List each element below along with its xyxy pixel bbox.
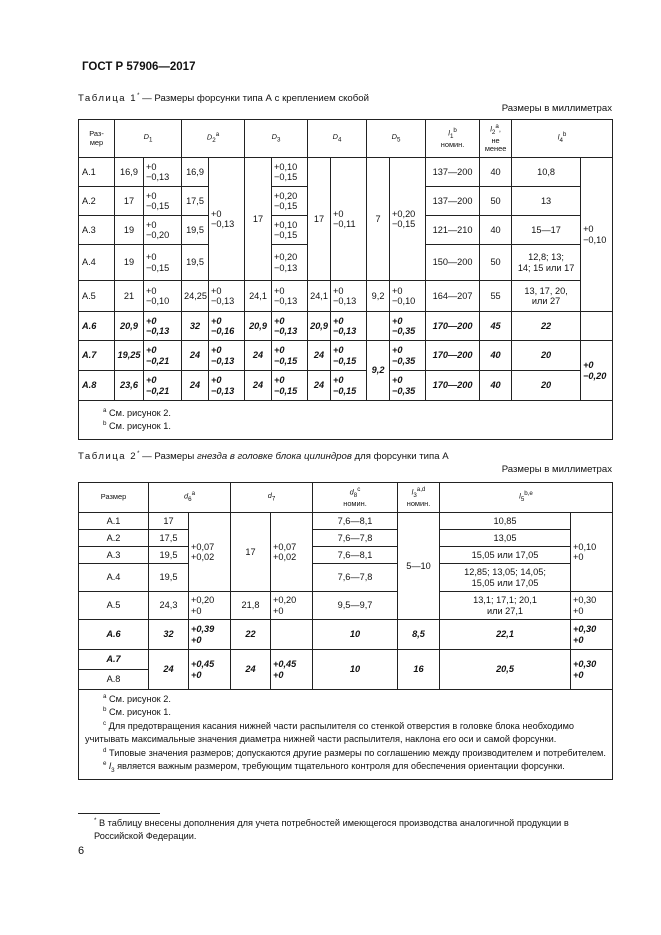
table2-header-row (79, 483, 613, 513)
col-header-size: Размер (79, 483, 149, 513)
col-header-l1: $l_1^b$ номин. (426, 120, 480, 158)
table-row: A.2 17,5 7,6—7,8 13,05 (79, 530, 613, 547)
table-row: A.2 17 +0 −0,15 17,5 +0,20 −0,15 137—200 50 13 (79, 187, 613, 216)
table2-note-e: $^e$ $l_3$ является важным размером, требующим тщательного контроля для обеспечения ориентации форсунки. (103, 759, 565, 774)
table1-caption-label: Таблица 1 (78, 93, 138, 105)
table-row: A.1 17 +0,07 +0,02 17 +0,07 +0,02 7,6—8,1 5—10 10,85 +0,10 +0 (79, 513, 613, 530)
table-row: A.3 19,5 7,6—8,1 15,05 или 17,05 (79, 547, 613, 564)
table-row: A.7 19,25 +0 −0,21 24 +0 −0,13 24 +0 −0,15 24 +0 −0,15 9,2 +0 −0,35 170—200 40 20 +0 −0,20 (79, 341, 613, 371)
table1 (78, 119, 613, 440)
col-header-d3: $D_3$ (245, 120, 308, 158)
table2-note-c: $^c$ Для предотвращения касания нижней части распылителя со стенкой отверстия в головке блока необходимо учитывать максимальные значения диаметра нижней части распылителя, наклона его оси и самой форсунки. (85, 719, 575, 745)
table2-caption-italic: гнезда в головке блока цилиндров (196, 451, 352, 463)
table1-units: Размеры в миллиметрах (501, 103, 612, 114)
table1-caption-mark: * (137, 93, 140, 99)
col-header-size: Раз- мер (79, 120, 115, 158)
col-header-d1: $D_1$ (115, 120, 182, 158)
col-header-d8: $d_8^c$ номин. (313, 483, 398, 513)
table1-note-b: $^b$ См. рисунок 1. (103, 420, 171, 432)
table-row: A.5 24,3 +0,20 +0 21,8 +0,20 +0 9,5—9,7 13,1; 17,1; 20,1 или 27,1 +0,30 +0 (79, 592, 613, 620)
table-row: A.4 19,5 7,6—7,8 12,85; 13,05; 14,05; 15,05 или 17,05 (79, 564, 613, 592)
col-header-d7: $d_7$ (231, 483, 313, 513)
table-row: A.8 (79, 670, 613, 690)
table-row: A.1 16,9 +0 −0,13 16,9 +0 −0,13 17 +0,10 −0,15 17 +0 −0,11 7 +0,20 −0,15 137—200 40 10,8 +0 −0,10 (79, 158, 613, 187)
table2-caption-mark: * (137, 451, 140, 457)
table-row: A.7 24 +0,45 +0 24 +0,45 +0 10 16 20,5 +0,30 +0 (79, 650, 613, 670)
table-row: A.8 23,6 +0 −0,21 24 +0 −0,13 24 +0 −0,15 24 +0 −0,15 +0 −0,35 170—200 40 20 (79, 371, 613, 401)
col-header-d4: $D_4$ (308, 120, 367, 158)
col-header-l4: $l_4^b$ (512, 120, 613, 158)
col-header-l3: $l_3^{a,d}$ номин. (398, 483, 440, 513)
table1-header-row (79, 120, 613, 158)
standard-designation: ГОСТ Р 57906—2017 (82, 61, 196, 73)
col-header-l5: $l_5^{b,e}$ (440, 483, 613, 513)
col-header-d2: $D_2^a$ (182, 120, 245, 158)
page-number: 6 (78, 845, 85, 857)
table1-caption (78, 93, 369, 104)
col-header-d5: $D_5$ (367, 120, 426, 158)
table2-notes (79, 690, 613, 780)
table1-caption-text: — Размеры форсунки типа А с креплением скобой (139, 93, 369, 105)
table2-units: Размеры в миллиметрах (501, 464, 612, 475)
table2-note-d: $^d$ Типовые значения размеров; допускаются другие размеры по соглашению между производителем и потребителем. (103, 746, 606, 758)
table2-notes-row (79, 690, 613, 780)
table-row: A.4 19 +0 −0,15 19,5 +0,20 −0,13 150—200 50 12,8; 13; 14; 15 или 17 (79, 245, 613, 281)
table2-note-a: $^a$ См. рисунок 2. (103, 693, 171, 705)
table1-notes (79, 401, 613, 440)
table2-caption-label: Таблица 2 (78, 451, 138, 463)
table-row: A.3 19 +0 −0,20 19,5 +0,10 −0,15 121—210 40 15—17 (79, 216, 613, 245)
footnote: * В таблицу внесены дополнения для учета потребностей имеющегося производства аналогичной продукции в Российской Федерации. (94, 817, 569, 842)
table-row: A.5 21 +0 −0,10 24,25 +0 −0,13 24,1 +0 −0,13 24,1 +0 −0,13 9,2 +0 −0,10 164—207 55 13, 17, 20, или 27 (79, 281, 613, 312)
col-header-d6: $d_6^a$ (149, 483, 231, 513)
table1-notes-row (79, 401, 613, 440)
table-row: A.6 20,9 +0 −0,13 32 +0 −0,16 20,9 +0 −0,13 20,9 +0 −0,13 +0 −0,35 170—200 45 22 (79, 312, 613, 341)
table2-note-b: $^b$ См. рисунок 1. (103, 706, 171, 718)
table-row: A.6 32 +0,39 +0 22 10 8,5 22,1 +0,30 +0 (79, 620, 613, 650)
table2 (78, 482, 613, 780)
table2-caption: Таблица 2* — Размеры гнезда в головке блока цилиндров для форсунки типа А (78, 451, 449, 463)
table1-note-a: $^a$ См. рисунок 2. (103, 406, 171, 418)
col-header-l2: $l_2^a$, не менее (480, 120, 512, 158)
footnote-separator (78, 813, 160, 814)
